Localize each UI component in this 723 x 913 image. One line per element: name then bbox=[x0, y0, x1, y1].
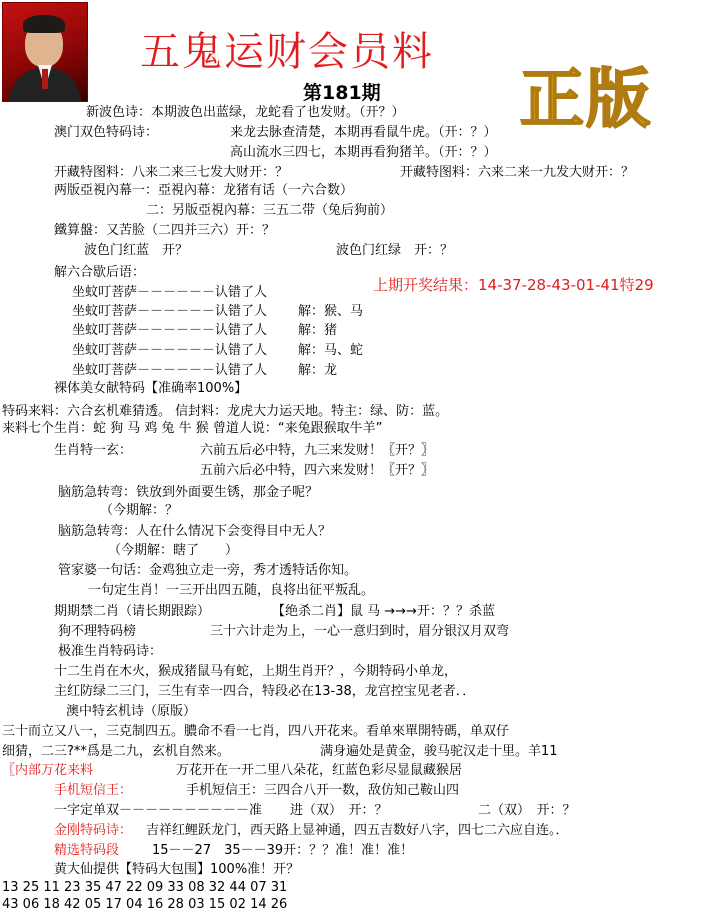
avatar-hair bbox=[23, 15, 65, 33]
last-result: 上期开奖结果：14-37-28-43-01-41特29 bbox=[373, 276, 654, 294]
line: 一字定单双－－－－－－－－－－准 bbox=[54, 803, 263, 818]
line: 进（双） 开：？ bbox=[290, 803, 388, 818]
line: 13 25 11 23 35 47 22 09 33 08 32 44 07 31 bbox=[2, 880, 288, 895]
line: 【绝杀二肖】鼠 马 →→→开：？？杀蓝 bbox=[272, 604, 495, 619]
line: 解：龙 bbox=[298, 363, 338, 378]
line: 脑筋急转弯：铁放到外面要生锈，那金子呢？ bbox=[58, 485, 319, 500]
line: 十二生肖在木火，猴成猪鼠马有蛇，上期生肖开？，今期特码小单龙， bbox=[54, 664, 458, 679]
line: 来龙去脉查清楚，本期再看鼠牛虎。（开：？） bbox=[230, 125, 497, 140]
line: 精选特码段 bbox=[54, 843, 120, 858]
line: 两版亞視內幕一：亞視內幕：龙猪有话（一六合数） bbox=[54, 183, 354, 198]
line: 期期禁二肖（请长期跟踪） bbox=[54, 604, 211, 619]
line: 〖内部万花来料 bbox=[2, 763, 94, 778]
zhengban-stamp: 正版 bbox=[520, 62, 652, 137]
line: 来料七个生肖：蛇 狗 马 鸡 兔 牛 猴 曾道人说：“来兔跟猴取牛羊” bbox=[2, 421, 383, 436]
line: （今期解：瞎了 ） bbox=[108, 543, 239, 558]
page-title: 五鬼运财会员料 bbox=[140, 29, 434, 75]
line: 主红防绿二三门，三生有幸一四合，特段必在13-38，龙宫控宝见老者．． bbox=[54, 684, 476, 699]
line: 高山流水三四七，本期再看狗猪羊。（开：？） bbox=[230, 145, 497, 160]
line: 特码来料：六合玄机难猜透。 信封料：龙虎大力运天地。特主：绿、防：蓝。 bbox=[2, 404, 449, 419]
line: （今期解：？ bbox=[100, 503, 179, 518]
line: 澳中特玄机诗（原版） bbox=[66, 704, 197, 719]
line: 鐵算盤：又苦脸（二四并三六）开：？ bbox=[54, 223, 276, 238]
line: 解：马、蛇 bbox=[298, 343, 364, 358]
line: 极准生肖特码诗： bbox=[58, 644, 163, 659]
line: 坐蚊叮菩萨－－－－－－认错了人 bbox=[72, 343, 268, 358]
line: 坐蚊叮菩萨－－－－－－认错了人 bbox=[72, 323, 268, 338]
line: 解：猪 bbox=[298, 323, 338, 338]
line: 波色门红蓝 开？ bbox=[84, 243, 189, 258]
line: 二：另版亞視內幕：三五二带（兔后狗前） bbox=[146, 203, 394, 218]
line: 三十六计走为上，一心一意归到时，眉分银汉月双弯 bbox=[210, 624, 510, 639]
line: 黄大仙提供【特码大包围】100%准！开？ bbox=[54, 862, 300, 877]
line: 五前六后必中特，四六来发财！〖开？〗 bbox=[200, 463, 435, 478]
line: 脑筋急转弯：人在什么情况下会变得目中无人？ bbox=[58, 524, 332, 539]
line: 狗不理特码榜 bbox=[58, 624, 137, 639]
line: 15－－27 35－－39开：？？准！准！准！ bbox=[152, 843, 414, 858]
avatar bbox=[2, 2, 88, 102]
line: 二（双） 开：？ bbox=[478, 803, 576, 818]
line: 新波色诗：本期波色出蓝绿，龙蛇看了也发财。（开？） bbox=[86, 105, 405, 120]
avatar-tie bbox=[42, 69, 48, 89]
line: 手机短信王：三四合八开一数，敌仿知己鞍山四 bbox=[186, 783, 460, 798]
line: 波色门红绿 开：？ bbox=[336, 243, 454, 258]
line: 一句定生肖！一三开出四五随，良将出征平叛乱。 bbox=[88, 583, 375, 598]
line: 43 06 18 42 05 17 04 16 28 03 15 02 14 26 bbox=[2, 897, 288, 912]
line: 解六合歇后语： bbox=[54, 265, 146, 280]
line: 澳门双色特码诗： bbox=[54, 125, 159, 140]
line: 金刚特码诗： bbox=[54, 823, 133, 838]
line: 坐蚊叮菩萨－－－－－－认错了人 bbox=[72, 285, 268, 300]
line: 坐蚊叮菩萨－－－－－－认错了人 bbox=[72, 363, 268, 378]
line: 管家婆一句话：金鸡独立走一旁，秀才透特话你知。 bbox=[58, 563, 358, 578]
line: 三十而立又八一，三克制四五。膿命不看一七肖，四八开花来。看单來單開特碼，单双仔 bbox=[2, 724, 510, 739]
line: 万花开在一开二里八朵花，红蓝色彩尽显鼠藏猴居 bbox=[176, 763, 463, 778]
issue-number: 第181期 bbox=[303, 82, 381, 104]
line: 开藏特图料：八来二来三七发大财开：？ bbox=[54, 165, 289, 180]
line: 生肖特一玄： bbox=[54, 443, 133, 458]
line: 裸体美女献特码【准确率100%】 bbox=[54, 381, 248, 396]
line: 六前五后必中特，九三来发财！〖开？〗 bbox=[200, 443, 435, 458]
line: 手机短信王： bbox=[54, 783, 133, 798]
line: 满身遍处是黄金，骏马驼汉走十里。羊11 bbox=[320, 744, 558, 759]
line: 开藏特图料：六来二来一九发大财开：？ bbox=[400, 165, 635, 180]
line: 解：猴、马 bbox=[298, 304, 364, 319]
line: 细猜，二三?**爲是二九，玄机自然来。 bbox=[2, 744, 230, 759]
line: 吉祥红鲤跃龙门，西天路上显神通，四五吉数好八字，四七二六应自连。． bbox=[146, 823, 569, 838]
line: 坐蚊叮菩萨－－－－－－认错了人 bbox=[72, 304, 268, 319]
